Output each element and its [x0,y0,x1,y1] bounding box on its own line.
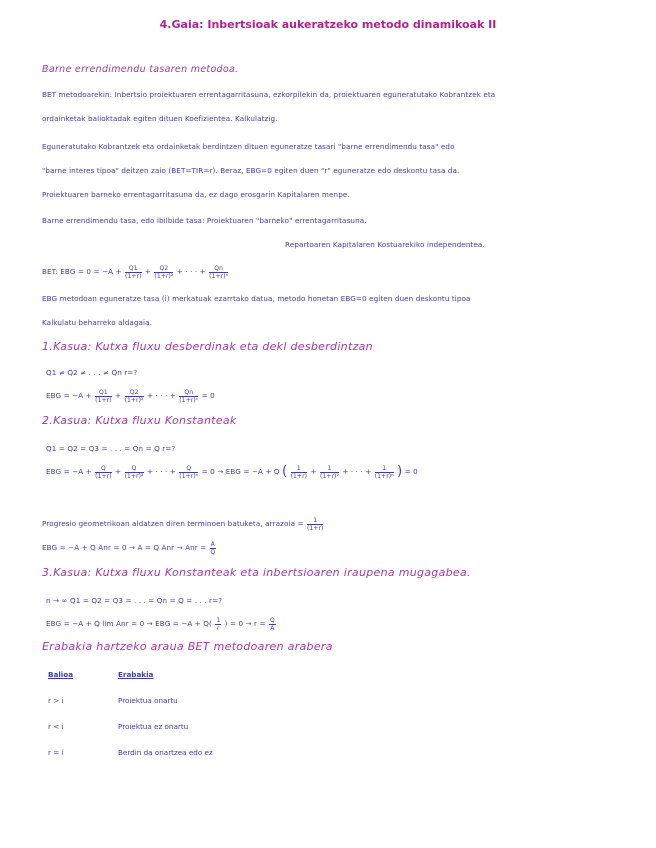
table-cell: r = i [48,748,64,757]
table-header-decision: Erabakia [118,670,154,679]
table-header-value: Balioa [48,670,74,679]
fraction: $\frac{Q2}{\text{(1+r)²}}$ [154,264,174,280]
fraction: $\frac{1}{\text{(1+r)²}}$ [319,464,339,480]
fraction: $\frac{1}{(1+r)}$ [290,464,308,480]
fraction: $\frac{Q1}{(1+r)}$ [125,264,142,280]
paragraph-line: Repartoaren Kapitalaren Kostuarekiko independentea. [285,240,485,249]
paragraph-line: "barne interes tipoa" deitzen zaio (BET=TIR=r). Beraz, EBG=0 egiten duen "r" eguneratze edo deskontu tasa da. [42,166,460,175]
case2-condition: Q1 = Q2 = Q3 = . . . = Qn = Q r=? [46,444,176,453]
case3-condition: n → ∞ Q1 = Q2 = Q3 = . . . = Qn = Q = . . . r=? [46,596,223,605]
fraction: $\frac{Q}{A}$ [269,616,275,632]
case2-formula: EBG = −A + $\frac{Q}{(1+r)}$ + $\frac{Q}{\text{(1+r)²}}$ + · · · + $\frac{Q}{\text{(1+r)ⁿ}}$ = 0 → EBG = −A + Q ( $\frac{1}{(1+r)}$ + $\frac{1}{\text{(1+r)²}}$ + · · · + $\frac{1}{\text{(1+r)ⁿ}}$ ) = 0 [46,464,418,480]
fraction: $\frac{Q}{(1+r)}$ [95,464,112,480]
case3-heading: 3.Kasua: Kutxa fluxu Konstanteak eta inbertsioaren iraupena mugagabea. [42,566,471,579]
heading-bet-method: Barne errendimendu tasaren metodoa. [42,64,239,75]
bet-formula: BET: EBG = 0 = −A + $\frac{Q1}{(1+r)}$ + $\frac{Q2}{\text{(1+r)²}}$ + · · · + $\frac{Qn}{\text{(1+r)ⁿ}}$ [42,264,229,280]
fraction: $\frac{Qn}{\text{(1+r)ⁿ}}$ [209,264,229,280]
fraction: $\frac{Q2}{\text{(1+r)²}}$ [124,388,144,404]
fraction: $\frac{A}{Q}$ [210,540,216,556]
paragraph-line: BET metodoarekin: Inbertsio proiektuaren errentagarritasuna, ezkorpilekin da, proiektuaren eguneratutako Kobrantzek eta [42,90,496,99]
fraction: $\frac{Q}{\text{(1+r)²}}$ [124,464,144,480]
decision-heading: Erabakia hartzeko araua BET metodoaren arabera [42,640,333,653]
table-cell: Proiektua onartu [118,696,178,705]
case1-heading: 1.Kasua: Kutxa fluxu desberdinak eta dekl desberdintzan [42,340,373,353]
fraction: $\frac{1}{(1+r)}$ [306,516,324,532]
table-cell: Proiektua ez onartu [118,722,189,731]
page-title: 4.Gaia: Inbertsioak aukeratzeko metodo dinamikoak II [159,18,497,31]
table-cell: r < i [48,722,64,731]
paragraph-line: EBG metodoan eguneratze tasa (i) merkatuak ezarrtako datua, metodo honetan EBG=0 egiten duen deskontu tipoa [42,294,471,303]
table-cell: r > i [48,696,64,705]
annuity-formula: EBG = −A + Q Anr = 0 → A = Q Anr → Anr = $\frac{A}{Q}$ [42,540,216,556]
fraction: $\frac{Qn}{\text{(1+r)ⁿ}}$ [179,388,199,404]
paragraph-line: Proiektuaren barneko errentagarritasuna da, ez dago erosgarin Kapitalaren menpe. [42,190,350,199]
fraction: $\frac{Q1}{(1+r)}$ [95,388,112,404]
geometric-progression-text: Progresio geometrikoan aldatzen diren terminoen batuketa, arrazoia = $\frac{1}{(1+r)}$ [42,516,324,532]
table-cell: Berdin da onartzea edo ez [118,748,213,757]
paragraph-line: Eguneratutako Kobrantzek eta ordainketak berdintzen dituen eguneratze tasari "barne errendimendu tasa" edo [42,142,455,151]
case2-heading: 2.Kasua: Kutxa fluxu Konstanteak [42,414,237,427]
case1-condition: Q1 ≠ Q2 ≠ . . . ≠ Qn r=? [46,368,138,377]
paragraph-line: ordainketak balioktadak egiten dituen Koefizientea. Kalkulatzig. [42,114,278,123]
paragraph-line: Barne errendimendu tasa, edo ibilbide tasa: Proiektuaren "barneko" errentagarritasuna. [42,216,367,225]
fraction: $\frac{1}{\text{(1+r)ⁿ}}$ [374,464,394,480]
paragraph-line: Kalkulatu beharreko aldagaia. [42,318,153,327]
fraction: $\frac{1}{r}$ [216,616,221,632]
case3-formula: EBG = −A + Q lim Anr = 0 → EBG = −A + Q( $\frac{1}{r}$ ) = 0 → r = $\frac{Q}{A}$ [46,616,275,632]
fraction: $\frac{Q}{\text{(1+r)ⁿ}}$ [179,464,199,480]
case1-formula: EBG = −A + $\frac{Q1}{(1+r)}$ + $\frac{Q2}{\text{(1+r)²}}$ + · · · + $\frac{Qn}{\text{(1+r)ⁿ}}$ = 0 [46,388,215,404]
